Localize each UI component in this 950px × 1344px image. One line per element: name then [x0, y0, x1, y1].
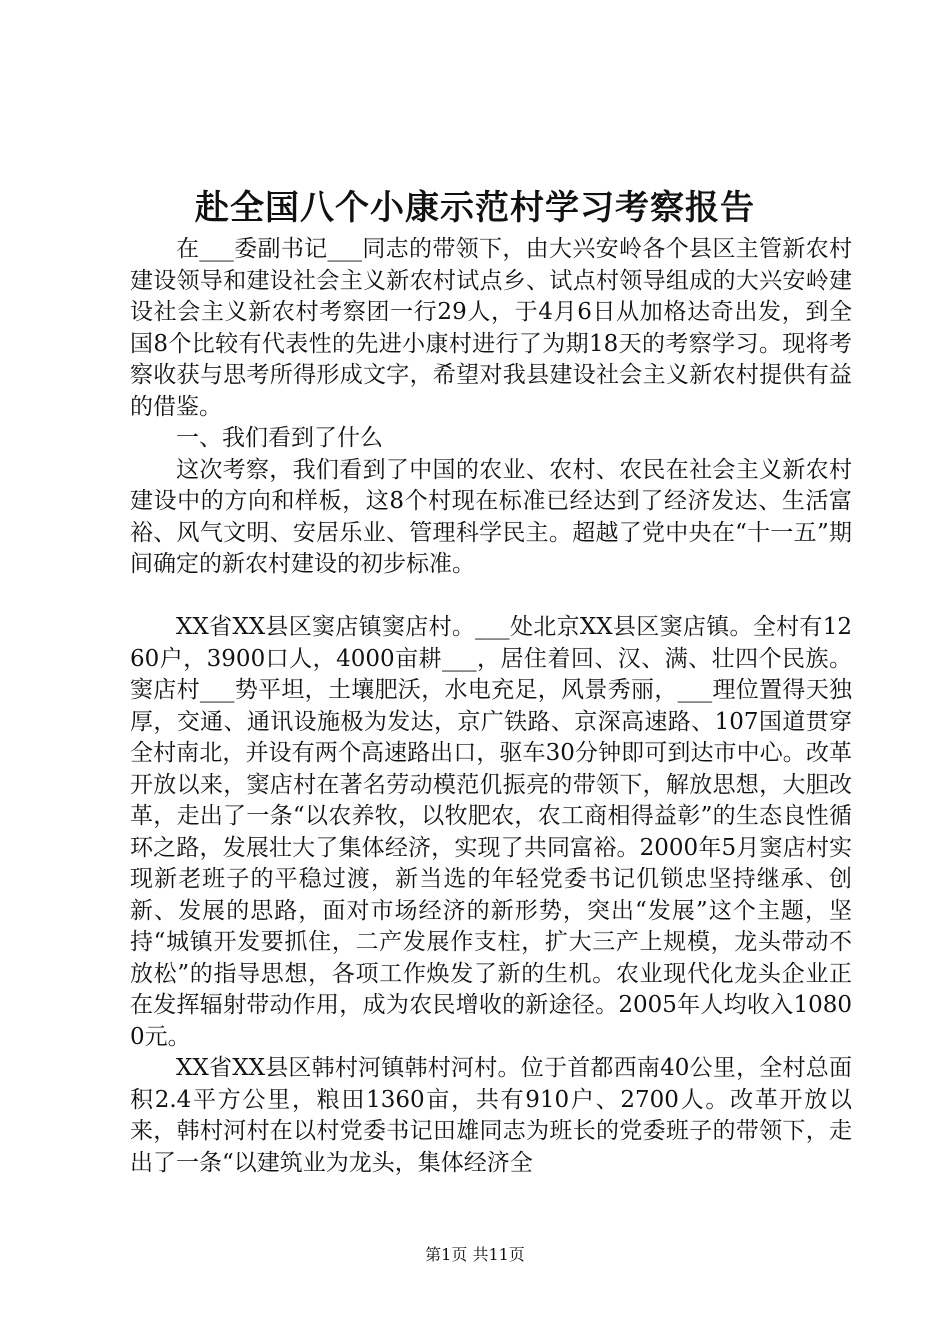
document-body	[130, 234, 852, 1179]
section-paragraph: 这次考察，我们看到了中国的农业、农村、农民在社会主义新农村建设中的方向和样板，这8个村现在标准已经达到了经济发达、生活富裕、风气文明、安居乐业、管理科学民主。超越了党中央在“十一五”期间确定的新农村建设的初步标准。	[130, 456, 852, 577]
village-paragraph-doudian: XX省XX县区窦店镇窦店村。___处北京XX县区窦店镇。全村有1260户，3900口人，4000亩耕___，居住着回、汉、满、壮四个民族。窦店村___势平坦，土壤肥沃，水电充足，风景秀丽，___理位置得天独厚，交通、通讯设施极为发达，京广铁路、京深高速路、107国道贯穿全村南北，并设有两个高速路出口，驱车30分钟即可到达市中心。改革开放以来，窦店村在著名劳动模范仉振亮的带领下，解放思想，大胆改革，走出了一条“以农养牧，以牧肥农，农工商相得益彰”的生态良性循环之路，发展壮大了集体经济，实现了共同富裕。2000年5月窦店村实现新老班子的平稳过渡，新当选的年轻党委书记仉锁忠坚持继承、创新、发展的思路，面对市场经济的新形势，突出“发展”这个主题，坚持“城镇开发要抓住，二产发展作支柱，扩大三产上规模，龙头带动不放松”的指导思想，各项工作焕发了新的生机。农业现代化龙头企业正在发挥辐射带动作用，成为农民增收的新途径。2005年人均收入10800元。	[130, 614, 852, 1050]
village-paragraph-hancunhe: XX省XX县区韩村河镇韩村河村。位于首都西南40公里，全村总面积2.4平方公里，粮田1360亩，共有910户、2700人。改革开放以来，韩村河村在以村党委书记田雄同志为班长的党委班子的带领下，走出了一条“以建筑业为龙头，集体经济全	[130, 1055, 852, 1176]
paragraph-gap	[130, 581, 852, 613]
intro-paragraph: 在___委副书记___同志的带领下，由大兴安岭各个县区主管新农村建设领导和建设社会主义新农村试点乡、试点村领导组成的大兴安岭建设社会主义新农村考察团一行29人，于4月6日从加格达奇出发，到全国8个比较有代表性的先进小康村进行了为期18天的考察学习。现将考察收获与思考所得形成文字，希望对我县建设社会主义新农村提供有益的借鉴。	[130, 236, 852, 420]
section-heading: 一、我们看到了什么	[176, 425, 383, 451]
document-title: 赴全国八个小康示范村学习考察报告	[195, 188, 755, 228]
page-number-footer: 第1页 共11页	[425, 1245, 525, 1264]
